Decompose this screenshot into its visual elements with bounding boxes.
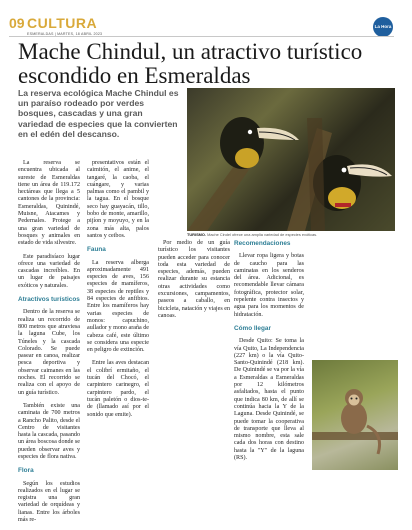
paragraph: También existe una caminata de 700 metros a Rancho Palito, desde el Centro de visitantes hasta la cascada, pasando un área boscosa donde se pueden observar aves y especies de flora nativa.: [18, 402, 80, 460]
paragraph: Este paradisíaco lugar ofrece una variedad de cascadas increíbles. En un lugar de paisajes exóticos y naturales.: [18, 253, 80, 289]
newspaper-logo: La Hora: [373, 17, 393, 37]
caption-label: TURISMO.: [187, 232, 207, 237]
section-name: CULTURA: [27, 15, 98, 31]
paragraph: Desde Quito: Se toma la vía Quito, La Independencia (227 km) o la vía Quito-Santo-Quinindé (218 km). De Quinindé se va por la vía a Esmeraldas a Esmeraldas por 12 kilómetros asfaltados, hasta el punto que indica 80 km, de allí se continúa hacia la Y de la Laguna. Desde Quinindé, se puede tomar la cooperativa de transporte que lleva al mismo nombre, esta sale cada dos horas con destino hasta la "Y" de la laguna (RS).: [234, 338, 304, 462]
paragraph: Dentro de la reserva se realiza un recorrido de 800 metros que atraviesa la laguna Cube, los Túneles y la cascada Colorado. Se puede pasear en canoa, realizar pesca deportiva y observar caimanes en las noches. El recorrido se realiza con el apoyo de un guía turístico.: [18, 309, 80, 396]
date-line: ESMERALDAS | MARTES, 18 ABRIL 2023: [27, 32, 103, 36]
subhead-como-llegar: Cómo llegar: [234, 324, 271, 332]
monkey-photo: [312, 360, 398, 470]
paragraph: La reserva alberga aproximadamente 491 especies de aves, 156 especies de mamíferos, 38 especies de reptiles y 84 especies de anfibios. Entre los mamíferos hay varias especies de monos: capuchino, aullador y mono araña de cabeza café, este último se considera una especie en peligro de extinción.: [87, 259, 149, 354]
subhead-flora: Flora: [18, 467, 34, 475]
article-lead: La reserva ecológica Mache Chindul es un paraíso rodeado por verdes bosques, cascadas y una gran variedad de especies que la convierten en el edén del descanso.: [18, 88, 179, 139]
subhead-atractivos: Atractivos turísticos: [18, 296, 80, 304]
paragraph: Por medio de un guía turístico los visitantes pueden acceder para conocer toda esta variedad de especies, además, pueden realizar durante su estancia otras actividades como excursiones, campamentos, paseos a caballo, en bicicleta, natación y viajes en canoas.: [158, 240, 230, 319]
monkey-illustration: [312, 360, 398, 470]
header-divider: [9, 36, 394, 37]
toucans-illustration: [187, 88, 395, 231]
subhead-recomendaciones: Recomendaciones: [234, 240, 291, 247]
column-2: [87, 160, 149, 425]
subhead-fauna: Fauna: [87, 246, 106, 254]
section-header: [9, 14, 404, 36]
paragraph: Entre las aves destacan el colibrí ermitaño, el tucán del Chocó, el carpintero carinegro, el carpintero pardo, el tucán paletón o dios-te-de (llamado así por el sonido que emite).: [87, 360, 149, 418]
article-title: Mache Chindul, un atractivo turístico escondido en Esmeraldas: [18, 39, 363, 88]
birds-photo: [187, 88, 395, 231]
column-4: [234, 240, 304, 468]
caption-text: Mache Cindel ofrece una amplia variedad de especies exóticas.: [207, 232, 318, 237]
column-1: [18, 160, 80, 530]
column-3: [158, 240, 230, 326]
paragraph: presentativos están el caimitón, el anime, el tangaré, la caoba, el cuángare, y varias palmas como el pambil y la tagua. En el bosque seco hay guayacán, tillo, bobo de monte, amarillo, pijíon y moyuyo, y en la zona más alta, palos santos y ceibos.: [87, 160, 149, 239]
paragraph: La reserva se encuentra ubicada al sureste de Esmeraldas tiene un área de 119.172 hectáreas que llega a 5 cantones de la provincia: Esmeraldas, Quinindé, Muisne, Atacames y Pedernales. Protege a una gran variedad de bosques y animales en estado de vida silvestre.: [18, 160, 80, 247]
paragraph: Según los estudios realizados en el lugar se registra una gran variedad de orquídeas y lianas. Entre los árboles más re-: [18, 480, 80, 524]
paragraph: Llevar ropa ligera y botas de caucho para las caminatas en los senderos del área. Adicional, es recomendable llevar cámara fotográfica, protector solar, repelente contra insectos y agua para los momentos de hidratación.: [234, 253, 304, 318]
section-number: 09: [9, 15, 25, 31]
photo-caption: [187, 232, 395, 237]
